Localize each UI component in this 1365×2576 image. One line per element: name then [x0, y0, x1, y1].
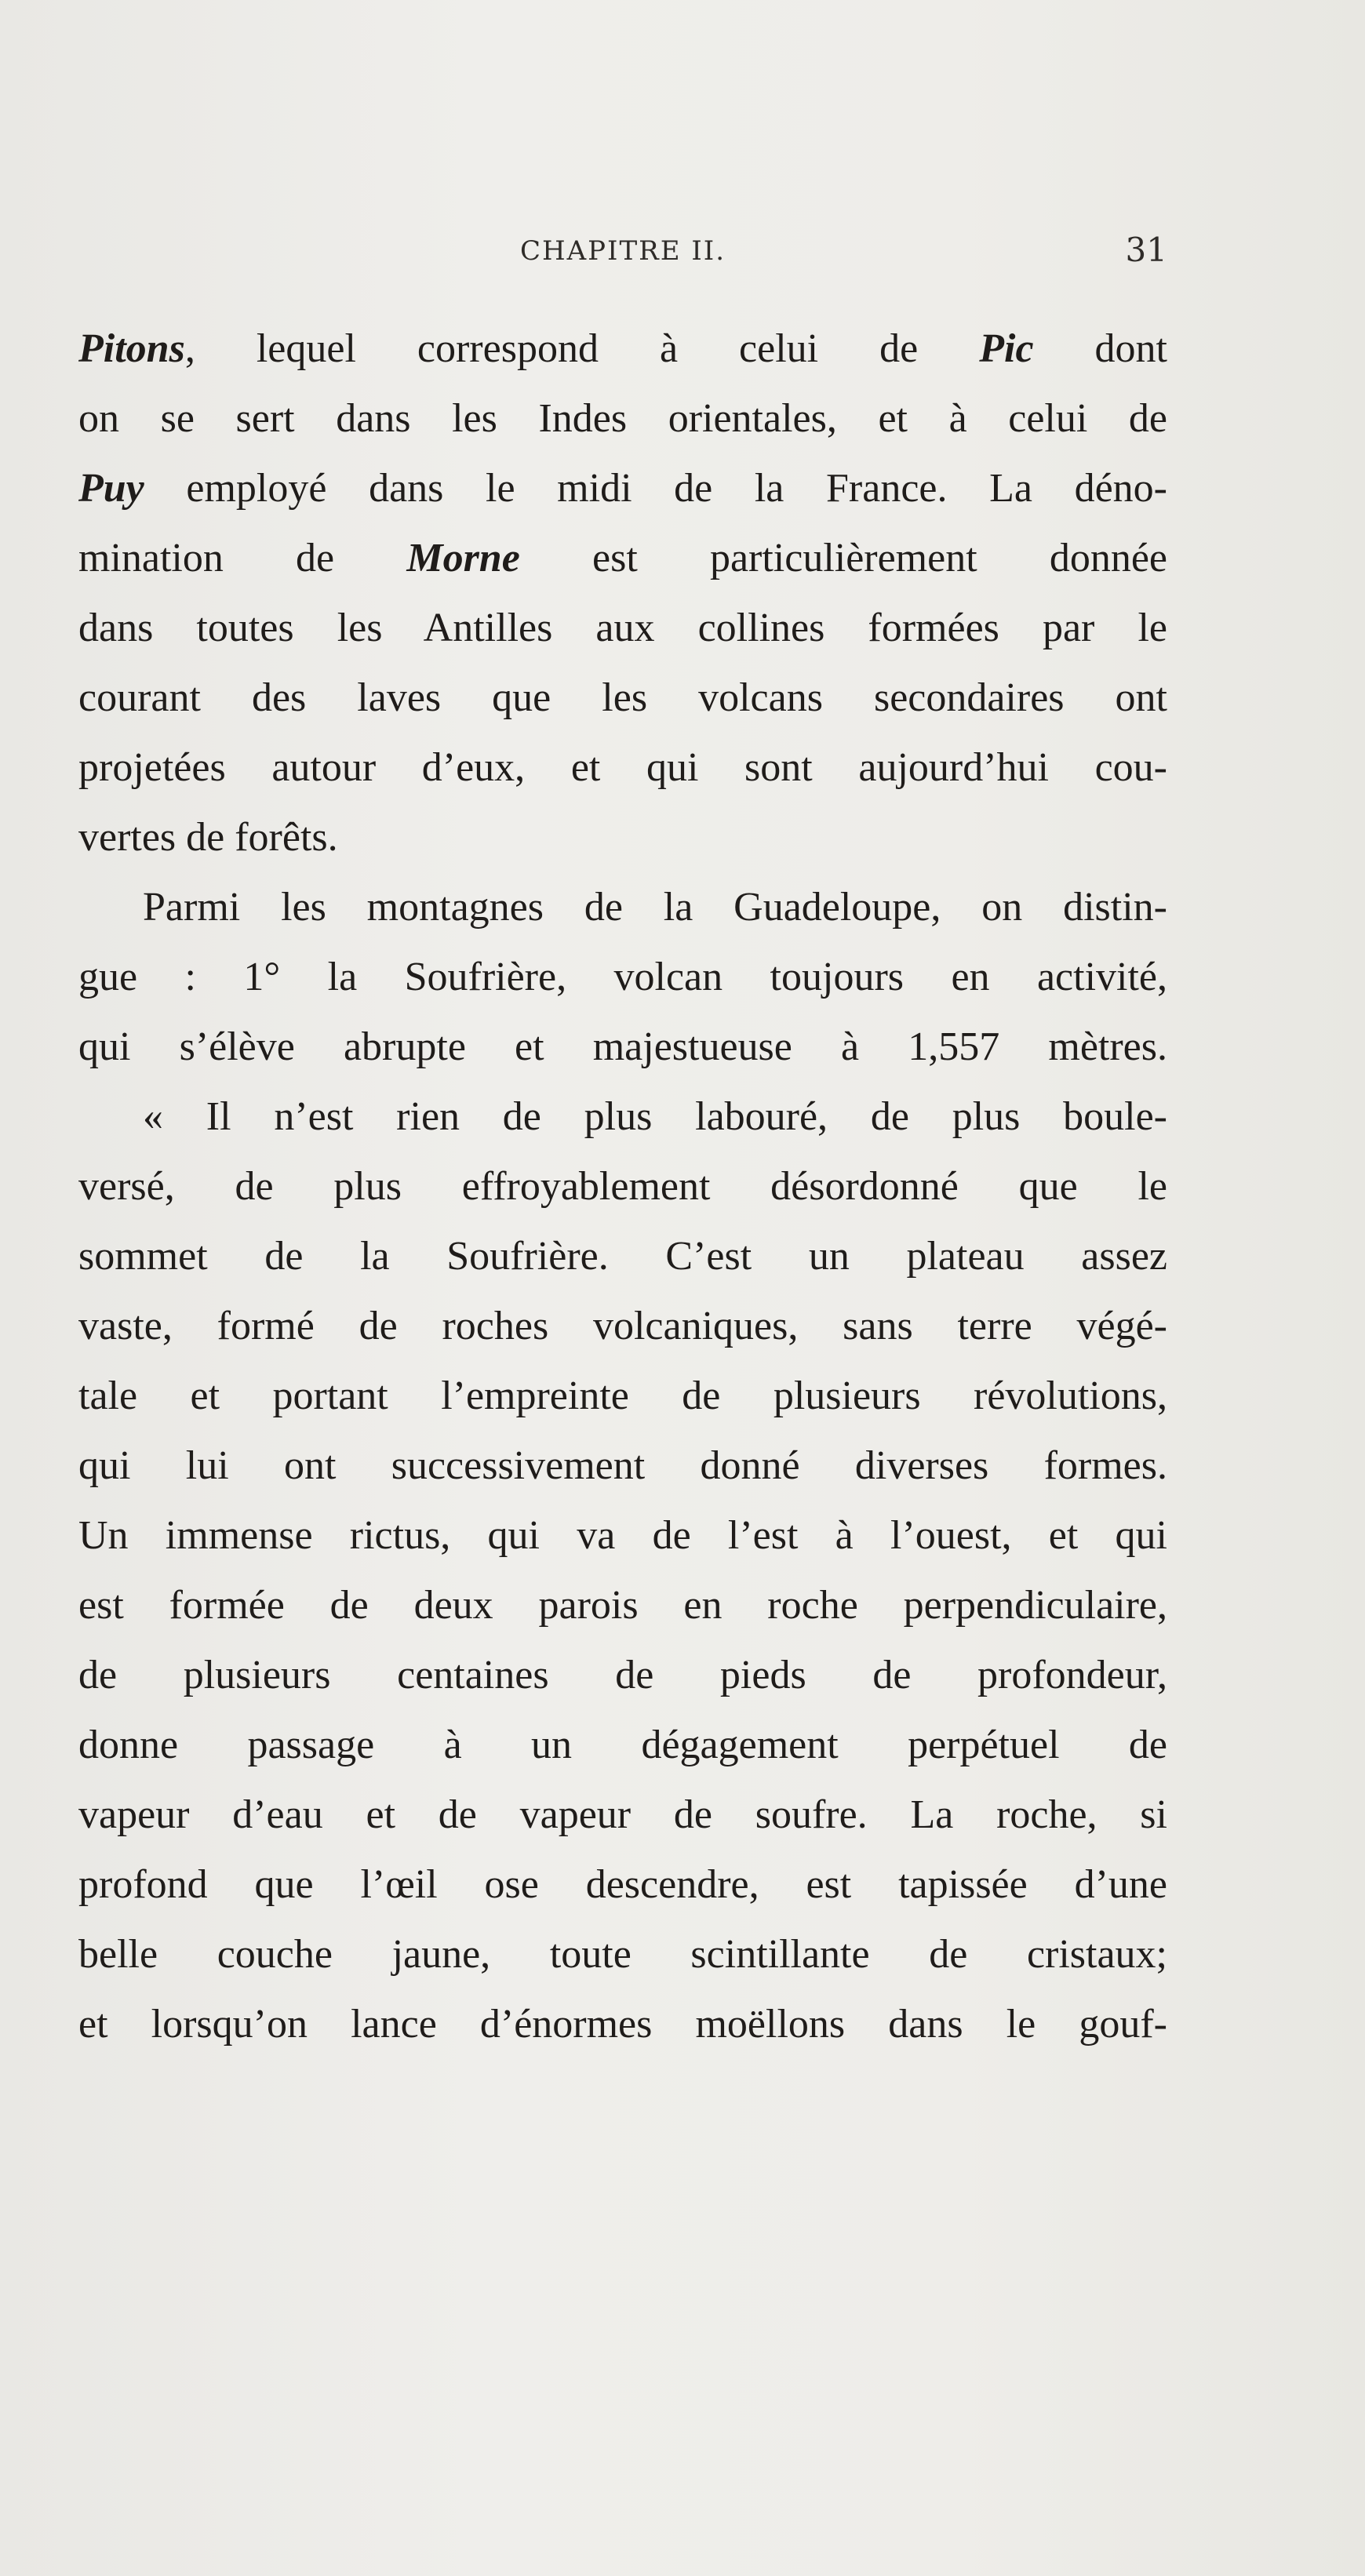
- text-line-20: [78, 1640, 1167, 1710]
- text-line-17: [78, 1431, 1167, 1501]
- line-segment: Pic: [979, 326, 1034, 371]
- line-segment: gue : 1° la Soufrière, volcan toujours en activité,: [78, 955, 1167, 999]
- line-segment: vapeur d’eau et de vapeur de soufre. La roche, si: [78, 1792, 1167, 1837]
- text-line-23: [78, 1850, 1167, 1919]
- line-segment: Puy: [78, 466, 144, 511]
- line-segment: mination de: [78, 536, 407, 580]
- line-segment: vaste, formé de roches volcaniques, sans terre végé-: [78, 1304, 1167, 1348]
- text-line-18: [78, 1501, 1167, 1570]
- line-segment: dont: [1033, 326, 1167, 371]
- line-segment: , lequel correspond à celui de: [184, 326, 980, 371]
- page-header: [78, 231, 1167, 282]
- line-segment: est particulièrement donnée: [519, 536, 1168, 580]
- text-line-7: [78, 733, 1167, 802]
- text-line-12: [78, 1082, 1167, 1152]
- text-line-19: [78, 1570, 1167, 1640]
- text-line-5: [78, 593, 1167, 663]
- page-number: 31: [1125, 231, 1167, 269]
- text-line-22: [78, 1780, 1167, 1850]
- line-segment: donne passage à un dégagement perpétuel de: [78, 1723, 1167, 1767]
- text-line-11: [78, 1012, 1167, 1082]
- text-line-15: [78, 1291, 1167, 1361]
- line-segment: est formée de deux parois en roche perpendiculaire,: [78, 1583, 1167, 1628]
- line-segment: projetées autour d’eux, et qui sont aujourd’hui cou-: [78, 745, 1167, 790]
- text-line-3: [78, 453, 1167, 523]
- line-segment: Pitons: [78, 326, 185, 371]
- line-segment: Parmi les montagnes de la Guadeloupe, on distin-: [143, 885, 1167, 930]
- text-line-16: [78, 1361, 1167, 1431]
- body-text: [78, 314, 1167, 2059]
- line-segment: qui s’élève abrupte et majestueuse à 1,557 mètres.: [78, 1024, 1167, 1069]
- line-segment: on se sert dans les Indes orientales, et à celui de: [78, 396, 1167, 441]
- line-segment: dans toutes les Antilles aux collines formées par le: [78, 606, 1167, 650]
- line-segment: « Il n’est rien de plus labouré, de plus boule-: [143, 1094, 1167, 1139]
- text-line-24: [78, 1919, 1167, 1989]
- text-line-6: [78, 663, 1167, 733]
- line-segment: profond que l’œil ose descendre, est tapissée d’une: [78, 1862, 1167, 1907]
- line-segment: versé, de plus effroyablement désordonné que le: [78, 1164, 1167, 1209]
- line-segment: qui lui ont successivement donné diverses formes.: [78, 1443, 1167, 1488]
- line-segment: tale et portant l’empreinte de plusieurs révolutions,: [78, 1374, 1167, 1418]
- line-segment: employé dans le midi de la France. La déno-: [144, 466, 1167, 511]
- line-segment: et lorsqu’on lance d’énormes moëllons dans le gouf-: [78, 2002, 1167, 2047]
- text-line-25: [78, 1989, 1167, 2059]
- text-line-9: [78, 872, 1167, 942]
- text-line-14: [78, 1221, 1167, 1291]
- text-line-10: [78, 942, 1167, 1012]
- line-segment: de plusieurs centaines de pieds de profondeur,: [78, 1653, 1167, 1697]
- line-segment: Un immense rictus, qui va de l’est à l’ouest, et qui: [78, 1513, 1167, 1558]
- text-line-1: [78, 314, 1167, 384]
- line-segment: Morne: [406, 536, 520, 580]
- running-head: CHAPITRE II.: [519, 235, 726, 267]
- text-line-8: [78, 802, 1167, 872]
- text-line-21: [78, 1710, 1167, 1780]
- line-segment: belle couche jaune, toute scintillante de cristaux;: [78, 1932, 1167, 1977]
- line-segment: vertes de forêts.: [78, 815, 338, 860]
- text-line-2: [78, 384, 1167, 453]
- text-line-4: [78, 523, 1167, 593]
- line-segment: sommet de la Soufrière. C’est un plateau assez: [78, 1234, 1167, 1279]
- line-segment: courant des laves que les volcans secondaires ont: [78, 675, 1167, 720]
- text-line-13: [78, 1152, 1167, 1221]
